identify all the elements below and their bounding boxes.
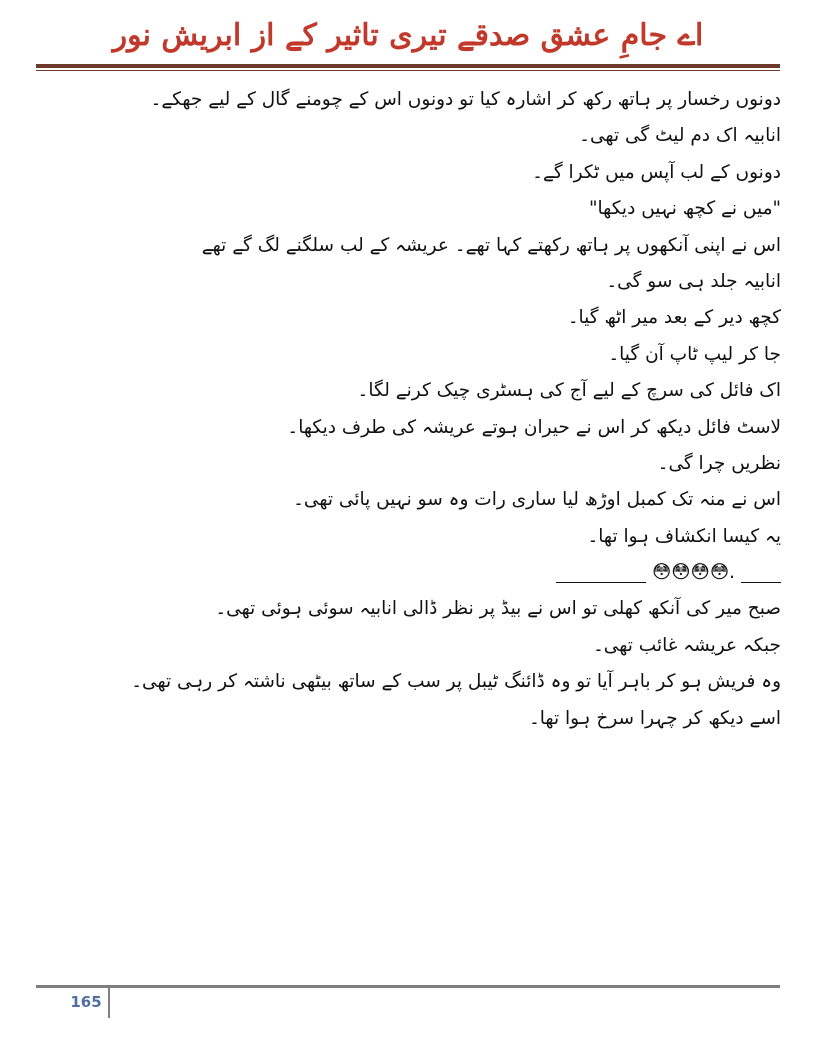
- text-line: اس نے منہ تک کمبل اوڑھ لیا ساری رات وہ سو نہیں پائی تھی۔: [293, 489, 781, 511]
- text-line: انابیہ جلد ہی سو گی۔: [606, 270, 781, 292]
- header-divider: [36, 64, 780, 68]
- text-line: جبکہ عریشہ غائب تھی۔: [592, 634, 781, 656]
- text-line: یہ کیسا انکشاف ہوا تھا۔: [587, 525, 781, 547]
- header-divider-thin: [36, 70, 780, 71]
- page-number: 165: [70, 993, 102, 1011]
- text-line: اک فائل کی سرچ کے لیے آج کی ہسٹری چیک کرنے لگا۔: [357, 380, 781, 402]
- text-line: "میں نے کچھ نہیں دیکھا": [589, 198, 781, 220]
- text-line: دونوں کے لب آپس میں ٹکرا گے۔: [532, 161, 781, 183]
- text-line: اسے دیکھ کر چہرا سرخ ہوا تھا۔: [528, 707, 781, 729]
- text-line: انابیہ اک دم لیٹ گی تھی۔: [579, 125, 781, 147]
- text-line: جا کر لیپ ٹاپ آن گیا۔: [608, 343, 781, 365]
- text-line: دونوں رخسار پر ہاتھ رکھ کر اشارہ کیا تو دونوں اس کے چومنے گال کے لیے جھکے۔: [150, 89, 781, 110]
- text-line: نظریں چرا گی۔: [657, 452, 781, 474]
- text-line: صبح میر کی آنکھ کھلی تو اس نے بیڈ پر نظر ڈالی انابیہ سوئی ہوئی تھی۔: [215, 598, 781, 620]
- text-line: لاسٹ فائل دیکھ کر اس نے حیران ہوتے عریشہ کی طرف دیکھا۔: [287, 416, 781, 438]
- text-line: وہ فریش ہو کر باہر آیا تو وہ ڈائنگ ٹیبل پر سب کے ساتھ بیٹھی ناشتہ کر رہی تھی۔: [131, 671, 781, 693]
- page-header-title: اے جامِ عشق صدقے تیری تاثیر کے از ابریش نور: [112, 18, 704, 53]
- text-line: اس نے اپنی آنکھوں پر ہاتھ رکھتے کہا تھے۔ عریشہ کے لب سلگنے لگ گے تھے: [201, 234, 781, 256]
- separator-emojis: .😳😳😳😳: [651, 562, 735, 584]
- separator-dash-long: [556, 564, 646, 583]
- scene-separator: [36, 555, 781, 591]
- separator-dash: [741, 564, 781, 583]
- text-line: کچھ دیر کے بعد میر اٹھ گیا۔: [567, 307, 781, 329]
- footer-divider: [36, 985, 780, 988]
- story-text: [36, 82, 781, 737]
- page-number-divider: [108, 988, 110, 1018]
